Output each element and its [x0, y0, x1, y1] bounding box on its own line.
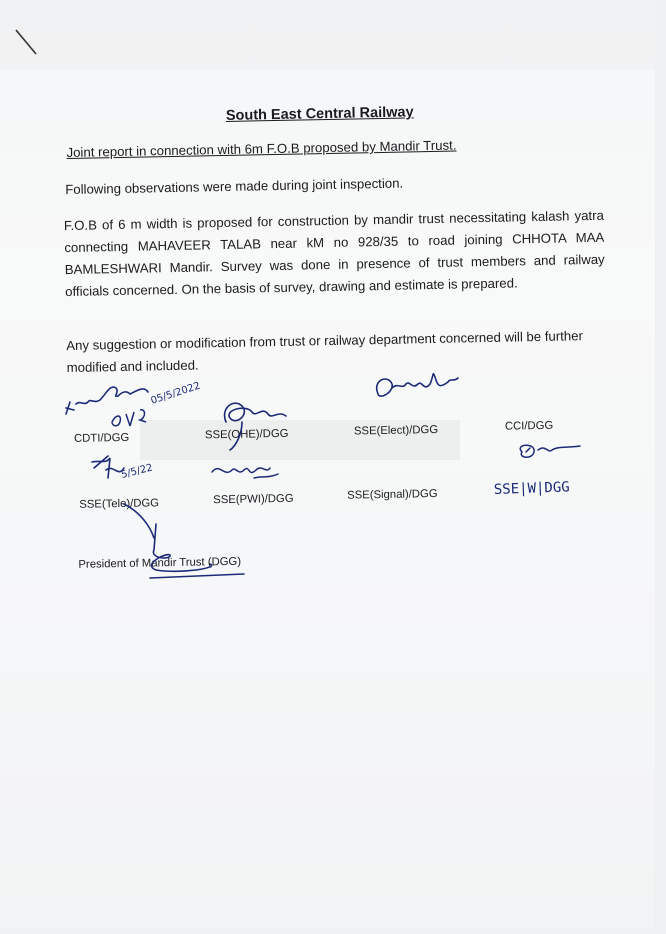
label-sse-elect: SSE(Elect)/DGG	[353, 423, 439, 438]
signature-sse-elect	[366, 370, 466, 420]
signature-sse-ohe	[206, 392, 296, 456]
svg-text:SSE|W|DGG: SSE|W|DGG	[493, 479, 570, 498]
document-title: South East Central Railway	[225, 104, 414, 124]
label-sse-pwi: SSE(PWI)/DGG	[213, 492, 294, 507]
label-sse-ohe: SSE(OHE)/DGG	[204, 427, 289, 442]
handwriting-sse-w	[492, 474, 622, 504]
label-sse-tele: SSE(Tele)/DGG	[79, 497, 160, 511]
intro-text: Following observations were made during joint inspection.	[65, 175, 404, 198]
paragraph-suggestions: Any suggestion or modification from trust or railway department concerned will be further modified and included.	[66, 328, 584, 376]
date-handwriting-1: 05/5/2022	[149, 380, 202, 407]
label-cci: CCI/DGG	[504, 419, 554, 433]
date-handwriting-2: 5/5/22	[120, 462, 154, 481]
document-subject: Joint report in connection with 6m F.O.B proposed by Mandir Trust.	[66, 137, 457, 161]
signature-cci	[508, 440, 588, 470]
signature-sse-pwi	[206, 460, 286, 486]
label-president: President of Mandir Trust (DGG)	[78, 555, 242, 571]
signature-president	[110, 498, 260, 582]
signature-cdti	[60, 374, 202, 430]
paragraph-observations: F.O.B of 6 m width is proposed for construction by mandir trust necessitating kalash yatra connecting MAHAVEER TALAB near kM no 928/35 to road joining CHHOTA MAA BAMLESHWARI Mandir. Survey was done in presence of trust members and railway officials concerned. On the basis of survey, drawing and estimate is prepared.	[63, 207, 605, 300]
label-cdti: CDTI/DGG	[73, 431, 130, 445]
label-sse-signal: SSE(Signal)/DGG	[347, 487, 438, 502]
